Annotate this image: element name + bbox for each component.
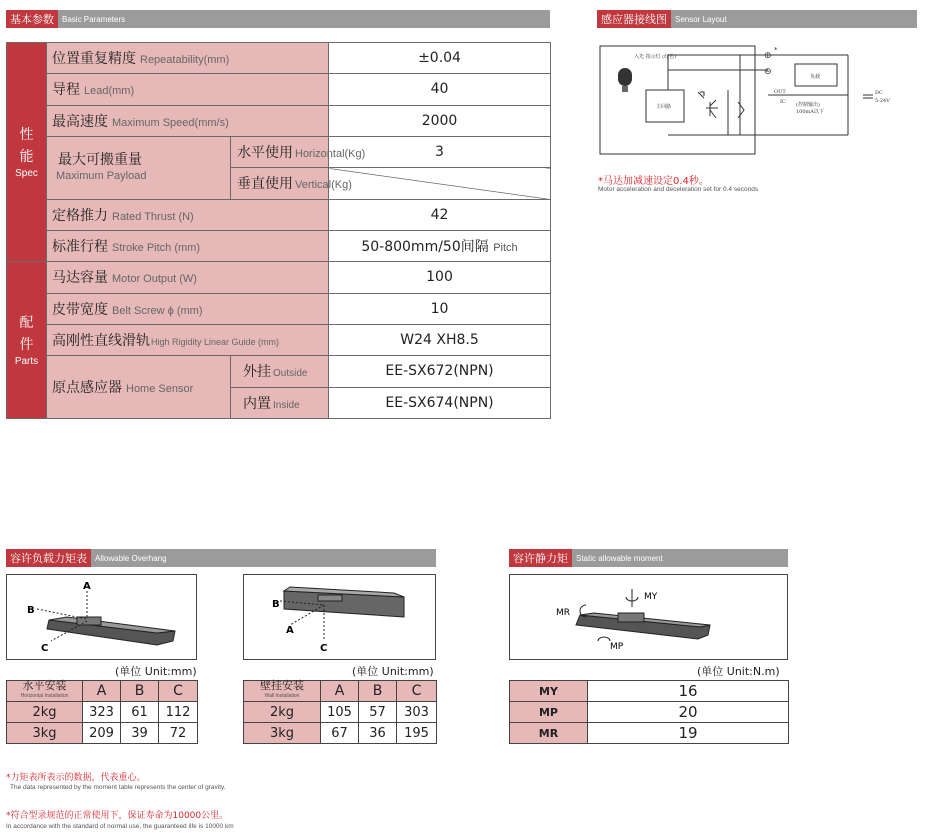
table-row bbox=[244, 681, 437, 702]
motor-output-cn: 马达容量 bbox=[52, 270, 108, 287]
table-row bbox=[7, 136, 551, 167]
value-cell: 72 bbox=[159, 723, 198, 744]
rated-thrust-label bbox=[47, 199, 329, 230]
belt-width-cn: 皮带宽度 bbox=[52, 301, 108, 318]
voltage-label: 5-24V bbox=[875, 98, 890, 104]
table-row bbox=[7, 356, 551, 387]
transistor-symbol bbox=[706, 100, 718, 118]
table-row bbox=[7, 723, 198, 744]
spec-cn-2: 能 bbox=[19, 149, 34, 166]
rated-thrust-value: 42 bbox=[329, 199, 551, 230]
gravity-note: *力矩表所表示的数据，代表重心。 bbox=[6, 773, 146, 783]
belt-width-value: 10 bbox=[329, 293, 551, 324]
outside-sensor-value: EE-SX672(NPN) bbox=[329, 356, 551, 387]
mr-label: MR bbox=[556, 608, 571, 618]
horizontal-head bbox=[7, 681, 83, 702]
max-payload-en: Maximum Payload bbox=[56, 169, 147, 182]
value-cell: 39 bbox=[121, 723, 159, 744]
table-row bbox=[510, 723, 789, 744]
lead-en: Lead(mm) bbox=[84, 85, 135, 98]
value-cell: 323 bbox=[83, 702, 121, 723]
wall-head bbox=[244, 681, 321, 702]
ic-label: IC bbox=[780, 99, 786, 105]
home-sensor-cn: 原点感应器 bbox=[52, 380, 122, 397]
overhang-title-en: Allowable Overhang bbox=[95, 553, 167, 563]
linear-guide-label bbox=[47, 324, 329, 355]
max-payload-cn: 最大可搬重量 bbox=[58, 151, 142, 168]
horizontal-overhang-diagram bbox=[6, 574, 197, 660]
table-row bbox=[510, 702, 789, 723]
moment-diagram bbox=[509, 574, 788, 660]
spec-en: Spec bbox=[15, 168, 38, 180]
overhang-header bbox=[6, 549, 436, 567]
table-row bbox=[7, 230, 551, 261]
moment-value: 19 bbox=[588, 723, 789, 744]
moment-header bbox=[509, 549, 788, 567]
wall-dim-c-label: C bbox=[320, 643, 328, 654]
load-cell: 3kg bbox=[7, 723, 83, 744]
horizontal-head-en: Horizontal Installation bbox=[20, 693, 69, 699]
load-cell: 2kg bbox=[7, 702, 83, 723]
basic-params-title-en: Basic Parameters bbox=[62, 14, 126, 24]
horizontal-use-cn: 水平使用 bbox=[237, 145, 293, 162]
lead-value: 40 bbox=[329, 74, 551, 105]
moment-title: 容许静力矩 bbox=[509, 549, 572, 567]
vertical-payload-value bbox=[329, 168, 551, 199]
value-cell: 36 bbox=[359, 723, 397, 744]
load-cell: 3kg bbox=[244, 723, 321, 744]
motor-output-value: 100 bbox=[329, 262, 551, 293]
repeatability-value: ±0.04 bbox=[329, 43, 551, 74]
col-c: C bbox=[397, 681, 437, 702]
my-label: MY bbox=[644, 592, 658, 602]
table-row bbox=[7, 74, 551, 105]
moment-table bbox=[509, 680, 789, 744]
table-row bbox=[244, 702, 437, 723]
lead-cn: 导程 bbox=[52, 82, 80, 99]
max-speed-en: Maximum Speed(mm/s) bbox=[112, 116, 229, 129]
col-a: A bbox=[321, 681, 359, 702]
moment-key: MR bbox=[510, 723, 588, 744]
col-b: B bbox=[121, 681, 159, 702]
wall-overhang-table bbox=[243, 680, 437, 744]
motor-output-label bbox=[47, 262, 329, 293]
wall-dim-b-label: B bbox=[272, 599, 280, 610]
table-row bbox=[7, 199, 551, 230]
max-speed-cn: 最高速度 bbox=[52, 113, 108, 130]
table-row bbox=[7, 43, 551, 74]
moment-key: MP bbox=[510, 702, 588, 723]
parts-en: Parts bbox=[14, 356, 39, 368]
value-cell: 105 bbox=[321, 702, 359, 723]
stroke-pitch-value bbox=[329, 230, 551, 261]
horizontal-use-en: Horizontal(Kg) bbox=[295, 148, 366, 161]
col-b: B bbox=[359, 681, 397, 702]
table-row bbox=[7, 681, 198, 702]
stroke-pitch-val: 50-800mm/50间隔 bbox=[361, 239, 489, 256]
gravity-note-en: The data represented by the moment table represents the center of gravity. bbox=[10, 784, 226, 791]
value-cell: 67 bbox=[321, 723, 359, 744]
moment-key: MY bbox=[510, 681, 588, 702]
stroke-pitch-label bbox=[47, 230, 329, 261]
inside-label bbox=[231, 387, 329, 418]
table-row bbox=[7, 702, 198, 723]
moment-actuator-drawing bbox=[510, 575, 787, 659]
life-note: *符合型录规范的正常使用下，保证寿命为10000公里。 bbox=[6, 811, 229, 821]
moment-title-en: Static allowable moment bbox=[576, 553, 663, 563]
repeatability-en: Repeatability(mm) bbox=[140, 54, 230, 67]
horizontal-unit-label: (单位 Unit:mm) bbox=[115, 665, 197, 678]
horizontal-overhang-table bbox=[6, 680, 198, 744]
minus-terminal-icon: ⊖ bbox=[764, 67, 772, 77]
vertical-use-label bbox=[231, 168, 352, 199]
load-cell: 2kg bbox=[244, 702, 321, 723]
linear-guide-cn: 高刚性直线滑轨 bbox=[52, 333, 150, 350]
inside-cn: 内置 bbox=[243, 395, 271, 412]
wall-overhang-diagram bbox=[243, 574, 436, 660]
home-sensor-label bbox=[47, 356, 231, 419]
spec-side-label bbox=[7, 43, 47, 262]
mp-rotation-icon bbox=[598, 637, 610, 641]
plus-terminal-icon: ⊕ bbox=[764, 51, 772, 61]
outside-en: Outside bbox=[273, 368, 308, 380]
repeatability-label bbox=[47, 43, 329, 74]
spec-cn-1: 性 bbox=[19, 127, 34, 144]
motor-output-en: Motor Output (W) bbox=[112, 273, 197, 286]
vertical-use-cn: 垂直使用 bbox=[237, 176, 293, 193]
horizontal-actuator-drawing bbox=[7, 575, 196, 659]
basic-params-title: 基本参数 bbox=[6, 10, 58, 28]
parts-cn-2: 件 bbox=[19, 337, 34, 354]
rated-thrust-cn: 定格推力 bbox=[52, 207, 108, 224]
overhang-title: 容许负载力矩表 bbox=[6, 549, 91, 567]
stroke-pitch-cn: 标准行程 bbox=[52, 239, 108, 256]
basic-params-header bbox=[6, 10, 550, 28]
value-cell: 209 bbox=[83, 723, 121, 744]
value-cell: 195 bbox=[397, 723, 437, 744]
table-row bbox=[7, 324, 551, 355]
stroke-pitch-val-en: Pitch bbox=[493, 242, 518, 255]
dc-label: DC bbox=[875, 90, 883, 96]
lead-label bbox=[47, 74, 329, 105]
repeatability-cn: 位置重复精度 bbox=[52, 51, 136, 68]
home-sensor-en: Home Sensor bbox=[126, 383, 194, 396]
linear-guide-en: High Rigidity Linear Guide (mm) bbox=[151, 337, 280, 348]
main-circuit-label: 主回路 bbox=[656, 104, 672, 110]
col-c: C bbox=[159, 681, 198, 702]
outside-label bbox=[231, 356, 329, 387]
horizontal-head-cn: 水平安装 bbox=[22, 679, 67, 692]
belt-width-label bbox=[47, 293, 329, 324]
diode-symbol bbox=[738, 102, 744, 118]
inside-en: Inside bbox=[273, 399, 300, 411]
outside-cn: 外挂 bbox=[243, 364, 271, 381]
life-note-en: In accordance with the standard of normal use, the guaranteed life is 10000 km bbox=[6, 823, 234, 830]
value-cell: 112 bbox=[159, 702, 198, 723]
motor-accel-note: *马达加减速设定0.4秒。 bbox=[598, 176, 709, 187]
wall-actuator-drawing bbox=[244, 575, 435, 659]
moment-value: 20 bbox=[588, 702, 789, 723]
table-row bbox=[7, 293, 551, 324]
table-row bbox=[7, 105, 551, 136]
value-cell: 61 bbox=[121, 702, 159, 723]
max-speed-value: 2000 bbox=[329, 105, 551, 136]
horizontal-payload-value: 3 bbox=[329, 136, 551, 167]
moment-value: 16 bbox=[588, 681, 789, 702]
current-limit-label: 100mA以下 bbox=[796, 109, 824, 115]
sensor-layout-title: 感应器接线图 bbox=[597, 10, 671, 28]
star-mark: * bbox=[774, 46, 778, 54]
sensor-outline bbox=[600, 46, 755, 154]
table-row bbox=[510, 681, 789, 702]
table-row bbox=[7, 262, 551, 293]
parameter-table bbox=[6, 42, 551, 419]
parts-cn-1: 配 bbox=[19, 315, 34, 332]
value-cell: 303 bbox=[397, 702, 437, 723]
mp-label: MP bbox=[610, 642, 624, 652]
max-speed-label bbox=[47, 105, 329, 136]
sensor-layout-header bbox=[597, 10, 917, 28]
parts-side-label bbox=[7, 262, 47, 419]
moment-unit-label: (单位 Unit:N.m) bbox=[697, 665, 780, 678]
value-cell: 57 bbox=[359, 702, 397, 723]
linear-guide-value: W24 XH8.5 bbox=[329, 324, 551, 355]
dim-b-label: B bbox=[27, 605, 35, 616]
table-row bbox=[244, 723, 437, 744]
wall-dim-a-label: A bbox=[286, 625, 294, 636]
sensor-wiring-diagram bbox=[598, 40, 908, 162]
rated-thrust-en: Rated Thrust (N) bbox=[112, 210, 194, 223]
inside-sensor-value: EE-SX674(NPN) bbox=[329, 387, 551, 418]
sensor-layout-title-en: Sensor Layout bbox=[675, 14, 727, 24]
motor-accel-note-en: Motor acceleration and deceleration set for 0.4 seconds bbox=[598, 186, 759, 193]
belt-width-en: Belt Screw ϕ (mm) bbox=[112, 304, 203, 317]
dim-c-label: C bbox=[41, 643, 49, 654]
col-a: A bbox=[83, 681, 121, 702]
dim-a-label: A bbox=[83, 581, 91, 592]
wall-head-cn: 壁挂安装 bbox=[260, 679, 304, 692]
out-label: OUT bbox=[774, 89, 786, 95]
max-payload-label bbox=[47, 136, 231, 199]
load-label: 负载 bbox=[810, 74, 821, 80]
wall-head-en: Wall Installation bbox=[264, 693, 300, 699]
stroke-pitch-en: Stroke Pitch (mm) bbox=[112, 242, 201, 255]
indicator-lamp bbox=[618, 68, 632, 86]
wall-unit-label: (单位 Unit:mm) bbox=[352, 665, 434, 678]
vertical-use-en: Vertical(Kg) bbox=[295, 179, 352, 192]
control-output-label: (控制输出) bbox=[796, 102, 820, 108]
horizontal-use-label bbox=[231, 136, 366, 167]
indicator-label: 入光 指示灯 (红色) bbox=[634, 54, 677, 60]
